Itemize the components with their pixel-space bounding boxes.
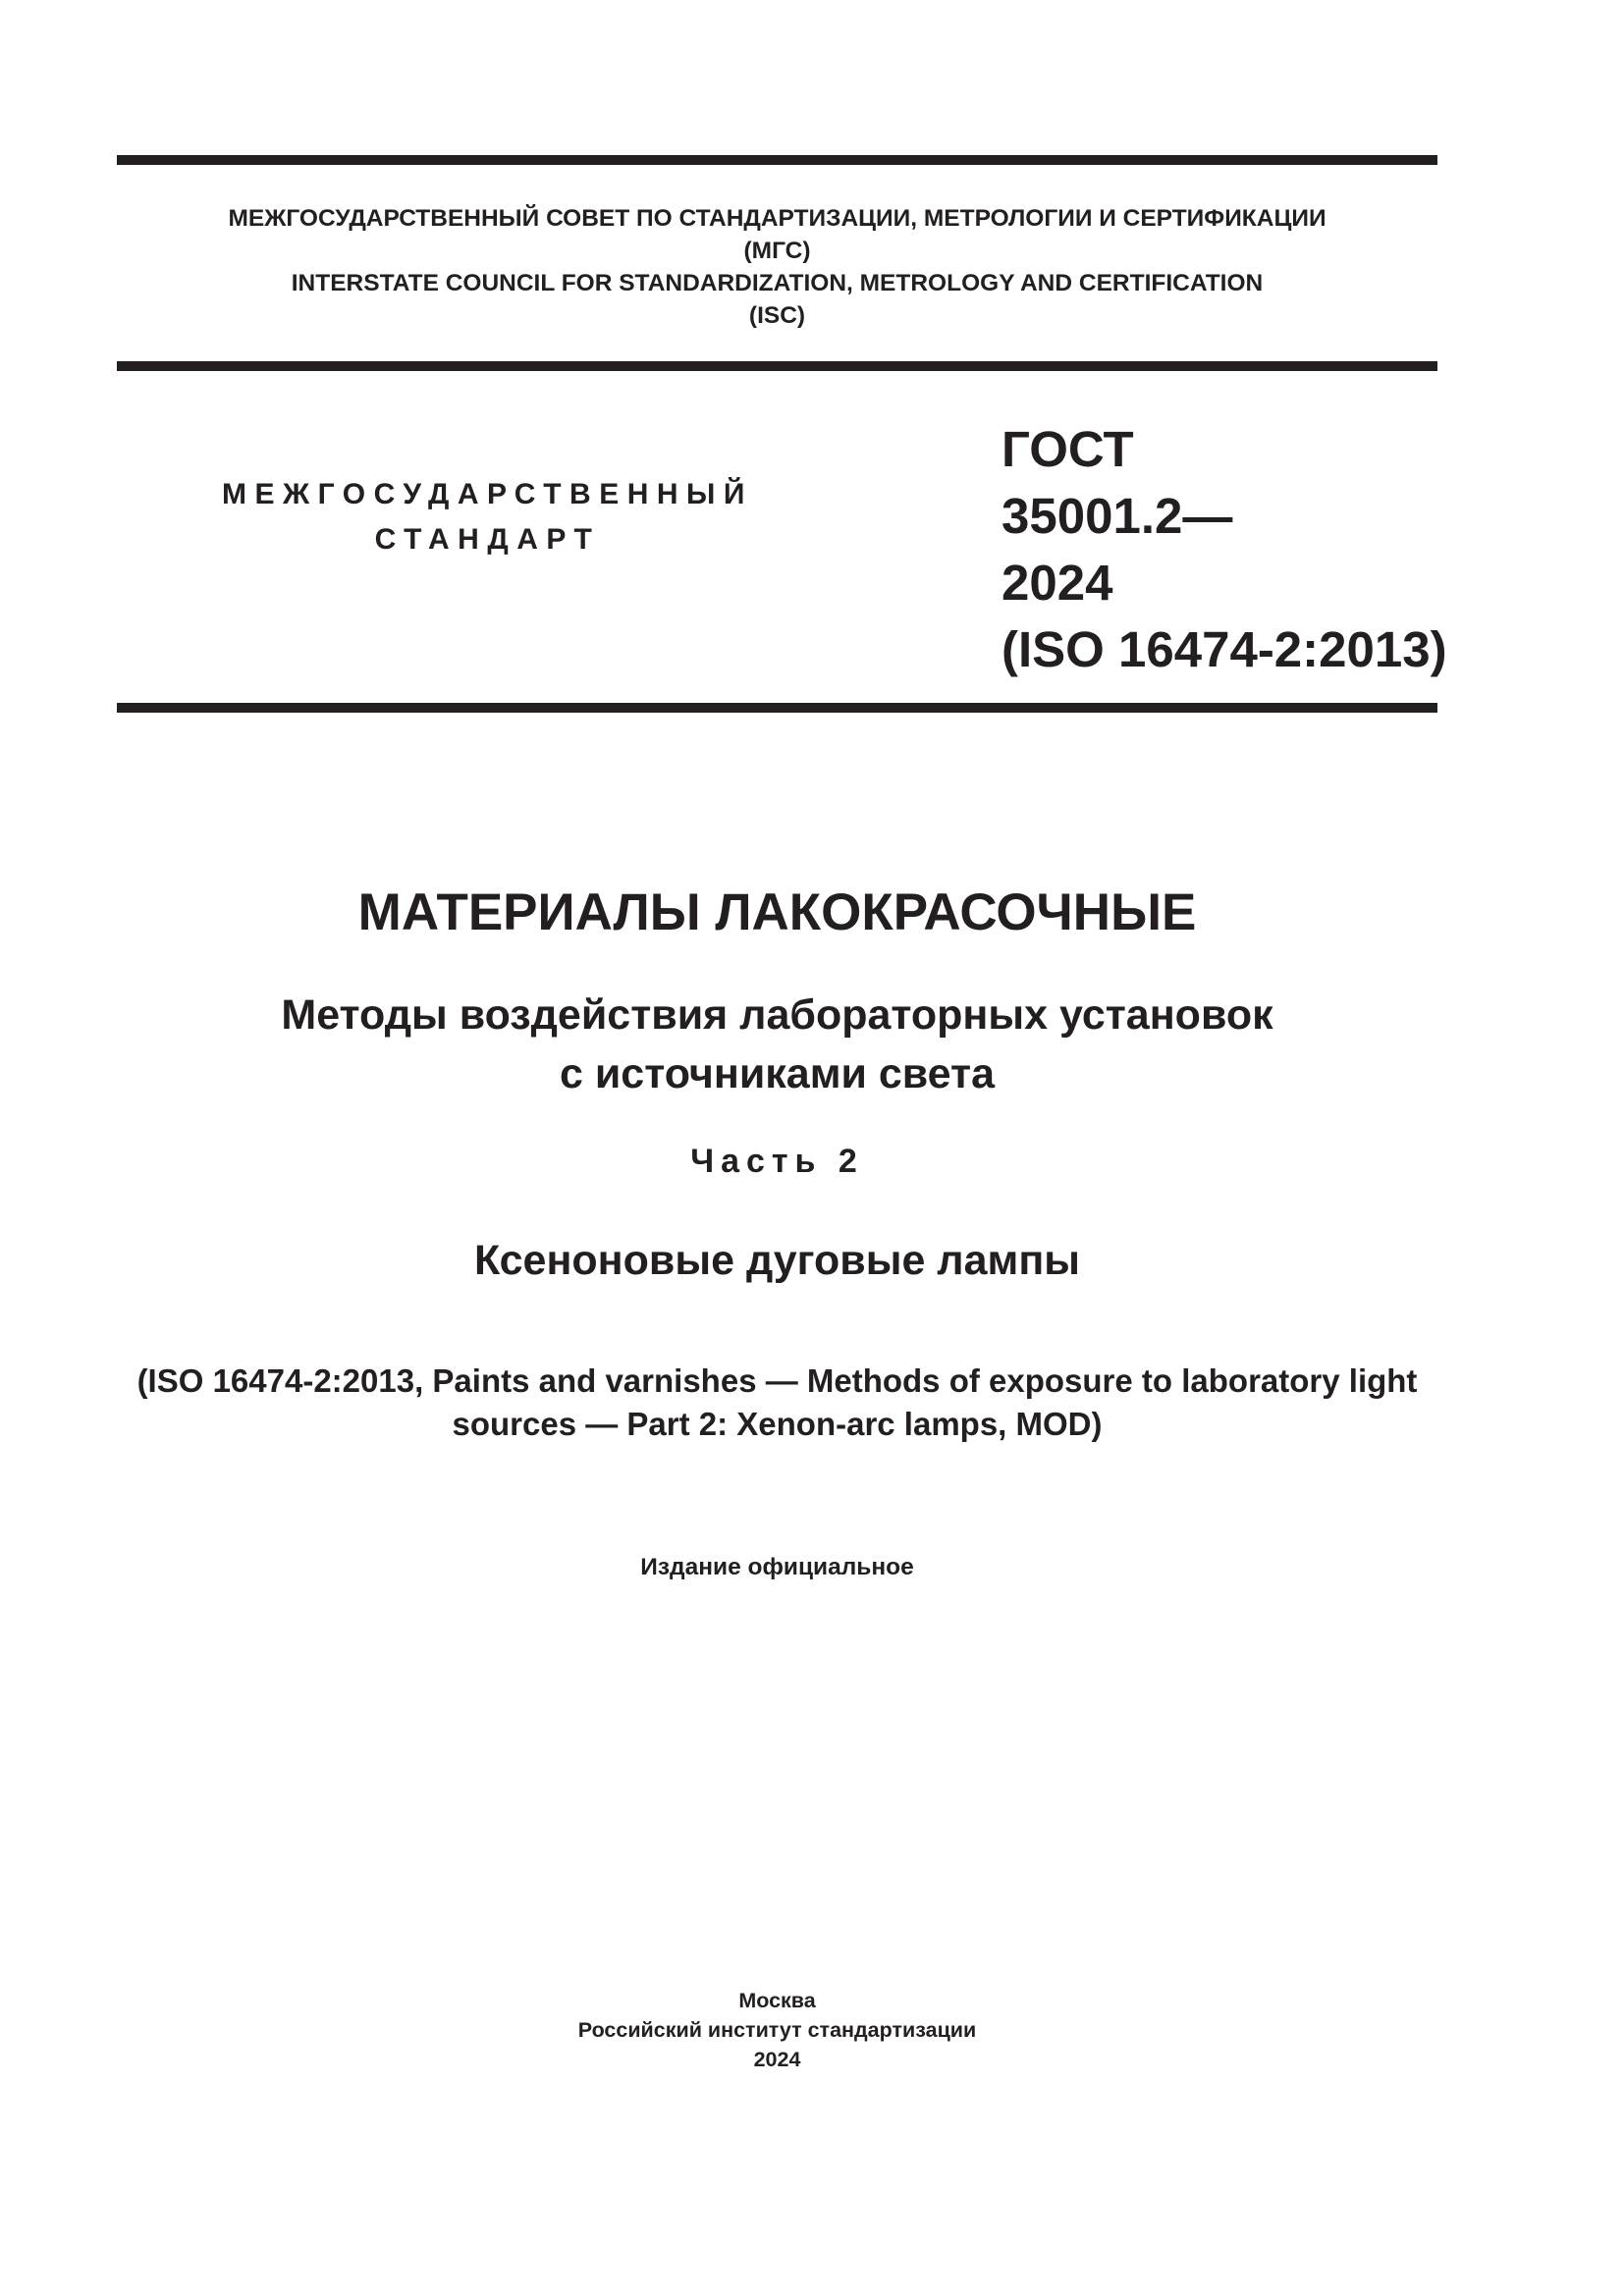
iso-reference-line1: (ISO 16474-2:2013, Paints and varnishes — Methods of exposure to laboratory light: [136, 1362, 1418, 1399]
subtitle-line1: Методы воздействия лабораторных установок: [281, 991, 1273, 1039]
standard-designation: [1001, 416, 1447, 683]
iso-reference: [117, 1360, 1437, 1446]
document-subtitle: [117, 986, 1437, 1103]
iso-reference-line2: sources — Part 2: Xenon-arc lamps, MOD): [452, 1406, 1103, 1442]
publisher-city: Москва: [738, 1989, 816, 2012]
subtitle-line2: с источниками света: [560, 1050, 995, 1097]
edition-label: Издание официальное: [640, 1554, 914, 1580]
designation-bottom-rule: [117, 703, 1437, 713]
publisher-block: [117, 1986, 1437, 2074]
standard-type: [117, 472, 858, 562]
standard-type-line2: СТАНДАРТ: [374, 523, 601, 556]
part-number: Часть 2: [690, 1143, 864, 1180]
council-en: INTERSTATE COUNCIL FOR STANDARDIZATION, METROLOGY AND CERTIFICATION: [291, 270, 1264, 296]
designation-line1: ГОСТ: [1001, 421, 1134, 477]
top-rule: [117, 155, 1437, 165]
part-title: Ксеноновые дуговые лампы: [473, 1237, 1081, 1284]
designation-line3: 2024: [1001, 555, 1113, 611]
council-en-abbr: (ISC): [748, 302, 806, 329]
council-ru: МЕЖГОСУДАРСТВЕННЫЙ СОВЕТ ПО СТАНДАРТИЗАЦИИ, МЕТРОЛОГИИ И СЕРТИФИКАЦИИ: [228, 205, 1326, 232]
header-bottom-rule: [117, 361, 1437, 371]
council-ru-abbr: (МГС): [743, 238, 811, 264]
designation-line2: 35001.2—: [1001, 488, 1233, 544]
standard-type-line1: МЕЖГОСУДАРСТВЕННЫЙ: [222, 478, 753, 510]
publisher-year: 2024: [753, 2048, 801, 2071]
designation-line4: (ISO 16474-2:2013): [1001, 621, 1447, 677]
publisher-institute: Российский институт стандартизации: [577, 2018, 977, 2042]
council-header: [117, 202, 1437, 332]
document-title: МАТЕРИАЛЫ ЛАКОКРАСОЧНЫЕ: [357, 883, 1197, 941]
